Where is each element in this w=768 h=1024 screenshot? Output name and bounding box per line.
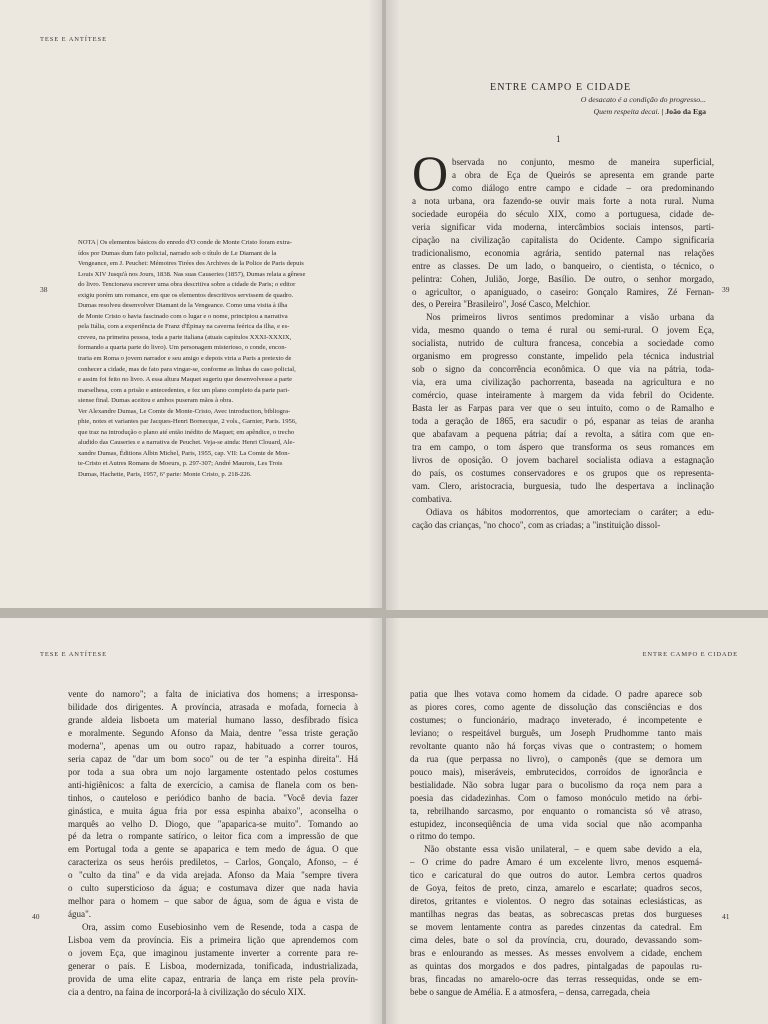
page-40: [0, 618, 382, 1024]
text-line: sociedade européia do século XIX, como a portuguesa, cidade de-: [412, 208, 714, 219]
text-line: livros de oposição. O jovem bacharel socialista odiava a estagnação: [412, 454, 714, 465]
footnote-line: Dumas resolveu desenvolver Diamant de la Vengeance. Como uma visita à ilha: [78, 302, 288, 310]
footnote-line: ídos por Dumas dum fato policial, narrado sob o título de Le Diamant de la: [78, 249, 277, 257]
text-line: caracteriza os seus heróis prediletos, – Carlos, Gonçalo, Afonso, – é: [68, 857, 358, 868]
text-line: poesia das cidadezinhas. Com o famoso monóculo metido na órbi-: [410, 792, 702, 803]
chapter-title: ENTRE CAMPO E CIDADE: [490, 82, 632, 93]
epigraph: [506, 94, 706, 118]
text-line: vida, mesmo quando o tema é rural ou semi-rural. O jovem Eça,: [412, 325, 714, 336]
text-line: as piores cores, como agente de dissolução das consciências e dos: [410, 701, 702, 712]
text-line: entre as classes. De um lado, o banqueiro, o cientista, o técnico, o: [412, 260, 714, 271]
gutter-shadow: [386, 0, 400, 610]
epigraph-line: [506, 106, 706, 118]
text-line: – O crime do padre Amaro é um excelente livro, menos esquemá-: [410, 857, 702, 868]
text-line: melhor para o homem – que sabor de água, som de água e vista de: [68, 896, 358, 907]
footnote-line: Vengeance, em J. Peuchet: Mémoires Tirées des Archives de la Police de Paris depuis: [78, 260, 304, 268]
footnote-line: formando a quarta parte do livro). Um personagem misterioso, o conde, encon-: [78, 344, 287, 352]
page-number: 41: [722, 912, 730, 921]
text-line: e moralmente. Segundo Afonso da Maia, dentre "essa triste geração: [68, 727, 358, 738]
body-text: [410, 688, 702, 999]
text-line: por toda a sua obra um nojo largamente ostentado pelos costumes: [68, 766, 358, 777]
text-line: Nos primeiros livros sentimos predominar a visão urbana da: [426, 312, 714, 323]
text-line: costumes; o funcionário, madraço inveterado, é incompetente e: [410, 714, 702, 725]
text-line: Basta ler as Farpas para ver que o seu intuito, como o de Ramalho e: [412, 403, 714, 414]
text-line: a nota urbana, ora fazendo-se ouvir mais forte a nota rural. Numa: [412, 195, 714, 206]
text-line: anti-higiênicos: a falta de exercício, a camisa de flanela com os ben-: [68, 779, 358, 790]
footnote-line: aludido das Causeries e a narrativa de Peuchet. Veja-se ainda: Henri Clouard, Ale-: [78, 439, 295, 447]
footnote-line: te-Cristo et Autres Romans de Moeurs, p. 297-307; André Maurois, Les Trois: [78, 460, 283, 468]
text-line: pouco mais), miseráveis, embrutecidos, corroídos de ignorância e: [410, 766, 702, 777]
text-line: patia que lhes votava como homem da cidade. O padre aparece sob: [410, 689, 702, 699]
text-line: veria significar vida moderna, intercâmbios sociais intensos, parti-: [412, 221, 714, 232]
text-line: de Goya, feitos de preto, cinza, amarelo e escarlate; quadros secos,: [410, 883, 702, 894]
text-line: cipação na civilização capitalista do Ocidente. Campo significaria: [412, 234, 714, 245]
text-line: marquês ao velho D. Diogo, que "apaparica-se muito". Tomando ao: [68, 818, 358, 829]
text-line: Não obstante essa visão unilateral, – e quem sabe devido a ela,: [424, 844, 702, 855]
epigraph-line: O desacato é a condição do progresso...: [580, 95, 706, 104]
text-line: água".: [68, 909, 92, 920]
text-line: provida de uma elite capaz, entraria de lança em riste pela provín-: [68, 973, 358, 984]
gutter-shadow: [368, 618, 382, 1024]
text-line: moderna", apenas um ou outro rapaz, habituado a correr touros,: [68, 740, 358, 751]
text-line: grande aldeia lisboeta um material humano lasso, desfibrado física: [68, 714, 358, 725]
text-line: combativa.: [412, 493, 452, 504]
text-line: cima deles, bate o sol da província, cru, dourado, devassando som-: [410, 935, 702, 946]
text-line: o culto supersticioso da água; e costumava dizer que nada havia: [68, 883, 358, 894]
body-text: [412, 156, 714, 532]
text-line: via, era uma civilização pachorrenta, baseada na agricultura e no: [412, 377, 714, 388]
epigraph-text: Quem respeita decai.: [593, 107, 660, 116]
running-head: ENTRE CAMPO E CIDADE: [642, 651, 738, 658]
footnote-line: NOTA | Os elementos básicos do enredo d'O conde de Monte Cristo foram extra-: [78, 239, 292, 246]
footnote-line: creveu, na primeira pessoa, toda a parte italiana (atuais capítulos XXXI-XXXIX,: [78, 333, 292, 341]
page-number: 39: [722, 285, 730, 294]
text-line: sob o signo da concorrência econômica. O que via na pátria, toda-: [412, 364, 714, 375]
text-line: organismo em progresso constante, impelido pela técnica industrial: [412, 351, 714, 362]
text-line: pé da letra o rompante satírico, o leitor fica com a impressão de que: [68, 831, 358, 842]
page-number: 38: [40, 285, 48, 294]
footnote-line: xandre Dumas, Éditions Albin Michel, Paris, 1955, cap. VII: La Comte de Mon-: [78, 449, 290, 457]
text-line: as quintas dos morgados e dos padres, pintalgadas de papoulas ru-: [410, 961, 702, 972]
text-line: do país, os costumes conservadores e os grupos que os representa-: [412, 467, 714, 478]
text-line: a obra de Eça de Queirós se apresenta em grande parte: [452, 169, 714, 180]
text-line: pelintra: Cohen, Julião, Jorge, Basílio. De outro, o senhor morgado,: [412, 273, 714, 284]
text-line: seria capaz de "dar um bom soco" ou de ter "a espinha direita". Há: [68, 753, 358, 764]
text-line: bras, fincadas no amarelo-ocre das terras ressequidas, onde se em-: [410, 973, 702, 984]
footnote-line: de Monte Cristo o havia fascinado com o lugar e o nome, principiou a narrativa: [78, 312, 288, 320]
footnote-line: conhecer a cidade, mas de fato para vingar-se, conforme as linhas do caso policial,: [78, 365, 296, 373]
page-number: 40: [32, 912, 40, 921]
text-line: bras e enlourando as messes. As messes envolvem a cidade, enchem: [410, 948, 702, 959]
text-line: generar o país. E Lisboa, modernizada, tonificada, industrializada,: [68, 961, 358, 972]
footnote-block: [78, 238, 356, 481]
text-line: des, o Pereira "Brasileiro", José Casco, Melchior.: [412, 299, 591, 310]
text-line: vente do namoro"; a falta de iniciativa dos homens; a irresponsa-: [68, 689, 358, 699]
text-line: ginástica, e muita água fria por essa espinha abaixo", aconselha o: [68, 805, 358, 816]
text-line: tinhos, o cauteloso e periódico banho de bacia. "Você devia fazer: [68, 792, 358, 803]
text-line: da rua (que perpassa no livro), o camponês (que se demora um: [410, 753, 702, 764]
text-line: Ora, assim como Eusebiosinho vem de Resende, toda a caspa de: [82, 922, 358, 933]
footnote-line: que traz na introdução o plano até então inédito de Maquet; em apêndice, o trecho: [78, 428, 295, 436]
page-41: [386, 618, 768, 1024]
footnote-line: Dumas, Hachette, Paris, 1957, 6ª parte: Monte Cristo, p. 218-226.: [78, 471, 252, 479]
section-number: 1: [556, 134, 561, 144]
footnote-line: pela Itália, com a experiência de Franz d'Épinay na caverna feérica da ilha, e es-: [78, 323, 290, 331]
text-line: o agricultor, o apaniguado, o caseiro: Gonçalo Ramires, Zé Fernan-: [412, 286, 714, 297]
text-line: que abafavam a pequena pátria; daí a revolta, a sátira com que en-: [412, 429, 714, 440]
running-head: TESE E ANTÍTESE: [40, 36, 107, 43]
text-line: cia a dentro, na faina de incorporá-la à civilização do século XIX.: [68, 986, 306, 997]
text-line: tradicionalismo, economia agrária, sentido paternal nas relações: [412, 247, 714, 258]
footnote-line: exigiu porém um romance, em que os elementos descritivos servissem de quadro.: [78, 291, 294, 299]
gutter-shadow: [386, 618, 400, 1024]
footnote-line: marselhesa, com a prisão e antecedentes, e fez um plano completo da parte pari-: [78, 386, 290, 394]
text-line: Lisboa vem da província. Eis a primeira lição que aprendemos com: [68, 935, 358, 946]
text-line: mantilhas negras das beatas, as sobrecascas pretas dos burgueses: [410, 909, 702, 920]
running-head: TESE E ANTÍTESE: [40, 651, 107, 658]
footnote-line: do livro. Tencionava escrever uma obra descritiva sobre a cidade de Paris; o editor: [78, 281, 296, 289]
text-line: vam. Clero, aristocracia, burguesia, tudo lhe despertava a inclinação: [412, 480, 714, 491]
text-line: se movem lentamente contra as paredes cinzentas da catedral. Em: [410, 922, 702, 933]
text-line: bestialidade. Não sobra lugar para o bucolismo da roça nem para a: [410, 779, 702, 790]
text-line: o "culto da tina" e da vida arejada. Afonso da Maia "sempre tivera: [68, 870, 358, 881]
text-line: bilidade dos dirigentes. A província, atrasada e mofada, fornecia à: [68, 701, 358, 712]
text-line: socialista, nutrido de cultura francesa, concebia a sociedade como: [412, 338, 714, 349]
text-line: toda a geração de 1865, era sacudir o pó, espanar as teias de aranha: [412, 416, 714, 427]
text-line: Odiava os hábitos modorrentos, que amorteciam o caráter; a edu-: [426, 506, 714, 517]
text-line: bservada no conjunto, mesmo de maneira superficial,: [452, 157, 714, 167]
footnote-line: e assim foi feito no livro. A essa altura Maquet sugeriu que desenvolvesse a parte: [78, 376, 293, 384]
text-line: cação das crianças, "no choco", com as criadas; a "instituição dissol-: [412, 519, 661, 530]
footnote-line: Ver Alexandre Dumas, Le Comte de Monte-Cristo, Avec introduction, bibliogra-: [78, 407, 291, 415]
epigraph-author: | João da Ega: [661, 107, 706, 116]
page-38: [0, 0, 382, 608]
text-line: estupidez, inconseqüência de uma vida social que não acompanha: [410, 818, 702, 829]
footnote-line: siense final. Dumas aceitou e ambos puseram mãos à obra.: [78, 397, 234, 405]
gutter-shadow: [368, 0, 382, 608]
text-line: leviano; o respeitável burguês, um Joseph Prudhomme tanto mais: [410, 727, 702, 738]
text-line: em Portugal toda a gente se apaparica e tem medo de água. O que: [68, 844, 358, 855]
text-line: bebe o sangue de Amélia. E a atmosfera, – densa, carregada, cheia: [410, 986, 650, 997]
text-line: tico e caricatural do que outros do autor. Lembra certos quadros: [410, 870, 702, 881]
text-line: o jovem Eça, que imaginou justamente inverter a corrente para re-: [68, 948, 358, 959]
text-line: diretos, gritantes e violentos. O negro das sotainas eclesiásticas, as: [410, 896, 702, 907]
text-line: tra em campo, o tom áspero que transforma os seus romances em: [412, 441, 714, 452]
text-line: revoltante quanto não há forças vivas que o contrastem; o homem: [410, 740, 702, 751]
text-line: como diálogo entre campo e cidade – ora predominando: [452, 182, 714, 193]
footnote-line: Louis XIV Jusqu'à nos Jours, 1838. Nas suas Causeries (1857), Dumas relata a gênese: [78, 270, 306, 278]
text-line: o ritmo do tempo.: [410, 831, 475, 842]
footnote-line: traria em Roma o jovem narrador e seu amigo e depois viria a Paris a pretexto de: [78, 355, 292, 363]
text-line: ta, rebrilhando sarcasmo, por enquanto o romancista só vê atraso,: [410, 805, 702, 816]
text-line: comércio, quase inteiramente à margem da vida febril do Ocidente.: [412, 390, 714, 401]
drop-cap: O: [412, 145, 449, 201]
footnote-line: phie, notes et variantes par Jacques-Henri Bornecque, 2 vols., Garnier, Paris. 1956,: [78, 418, 297, 426]
page-39: [386, 0, 768, 610]
body-text: [68, 688, 358, 999]
